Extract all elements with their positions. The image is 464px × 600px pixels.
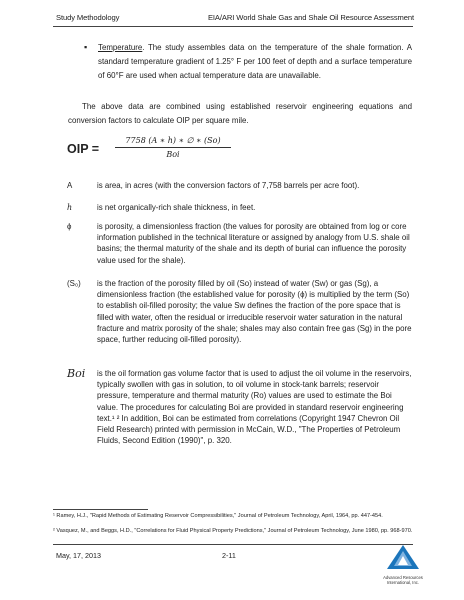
definition-text: is area, in acres (with the conversion factors of 7,758 barrels per acre foot). (97, 181, 360, 190)
header-rule (53, 26, 413, 27)
combination-paragraph: The above data are combined using established reservoir engineering equations and conversion factors to calculate OIP per square mile. (68, 102, 412, 126)
logo-text: Advanced Resources International, Inc. (383, 575, 423, 585)
temperature-paragraph (98, 41, 412, 83)
definition-item (67, 202, 413, 221)
temperature-term: Temperature (98, 43, 143, 52)
definition-item (67, 368, 413, 446)
formula-denominator: Boi (166, 149, 180, 159)
definition-symbol: h (67, 203, 73, 212)
footnote-rule (53, 509, 148, 510)
bullet-icon: ▪ (84, 42, 88, 52)
definition-symbol: A (67, 181, 73, 190)
definition-text: is porosity, a dimensionless fraction (the values for porosity are obtained from log or core information published in the technical literature or assigned by analogy from U.S. shale oil basins; the thermal maturity of the shale and its depth of burial can influence the porosity value used for the shale). (97, 222, 410, 265)
oip-formula (113, 136, 233, 159)
formula-numerator: 7758 (A ∗ h) ∗ ∅ ∗ (So) (125, 136, 221, 145)
temperature-text: . The study assembles data on the temperature of the shale formation. A standard temperature gradient of 1.25° F per 100 feet of depth and a surface temperature of 60°F are used when actual temperature data are unavailable. (98, 43, 412, 81)
page-number: 2-11 (222, 551, 236, 560)
oip-label: OIP = (67, 142, 100, 156)
definition-text: is the fraction of the porosity filled by oil (So) instead of water (Sw) or gas (Sg), a dimensionless fraction (the established value for porosity (ϕ) is multiplied by the term (So) to establish oil-filled porosity; the value Sw defines the fraction of the pore space that is filled with water, often the residual or irreducible reservoir water saturation in the natural fracture and matrix porosity of the shale; shales may also contain free gas (Sg) in the pore space, further reducing oil-filled porosity). (97, 279, 412, 345)
company-logo (383, 544, 423, 585)
definition-symbol: (S₀) (67, 279, 81, 288)
footer-rule (53, 544, 413, 545)
footnote-1: ¹ Ramey, H.J., "Rapid Methods of Estimating Reservoir Compressibilities," Journal of Petroleum Technology, April, 1964, pp. 447-454. (53, 513, 383, 519)
footnote-2: ² Vasquez, M., and Beggs, H.D., "Correlations for Fluid Physical Property Predictions," Journal of Petroleum Technology, June 1980, pp. 968-970. (53, 528, 413, 534)
header-left: Study Methodology (56, 13, 120, 22)
footer-date: May, 17, 2013 (56, 551, 102, 560)
header-right: EIA/ARI World Shale Gas and Shale Oil Resource Assessment (207, 13, 414, 22)
definition-item (67, 278, 413, 368)
definition-text: is net organically-rich shale thickness, in feet. (97, 203, 256, 212)
definitions-list (67, 180, 413, 446)
definition-symbol: Boi (67, 367, 86, 380)
definition-item (67, 221, 413, 278)
logo-triangle-icon (383, 544, 423, 570)
definition-item (67, 180, 413, 202)
definition-symbol: ϕ (67, 222, 72, 231)
definition-text: is the oil formation gas volume factor that is used to adjust the oil volume in the reservoirs, typically swollen with gas in solution, to oil volume in stock-tank barrels; reservoir pressure, temperature and thermal maturity (Ro) values are used to estimate the Boi value. The procedures for calculating Boi are provided in standard reservoir engineering text.¹ ² In addition, Boi can be estimated from correlations (Copyright 1947 Chevron Oil Field Research) printed with permission in McCain, W.D., "The Properties of Petroleum Fluids, Second Edition (1990)", p. 320. (97, 369, 412, 446)
